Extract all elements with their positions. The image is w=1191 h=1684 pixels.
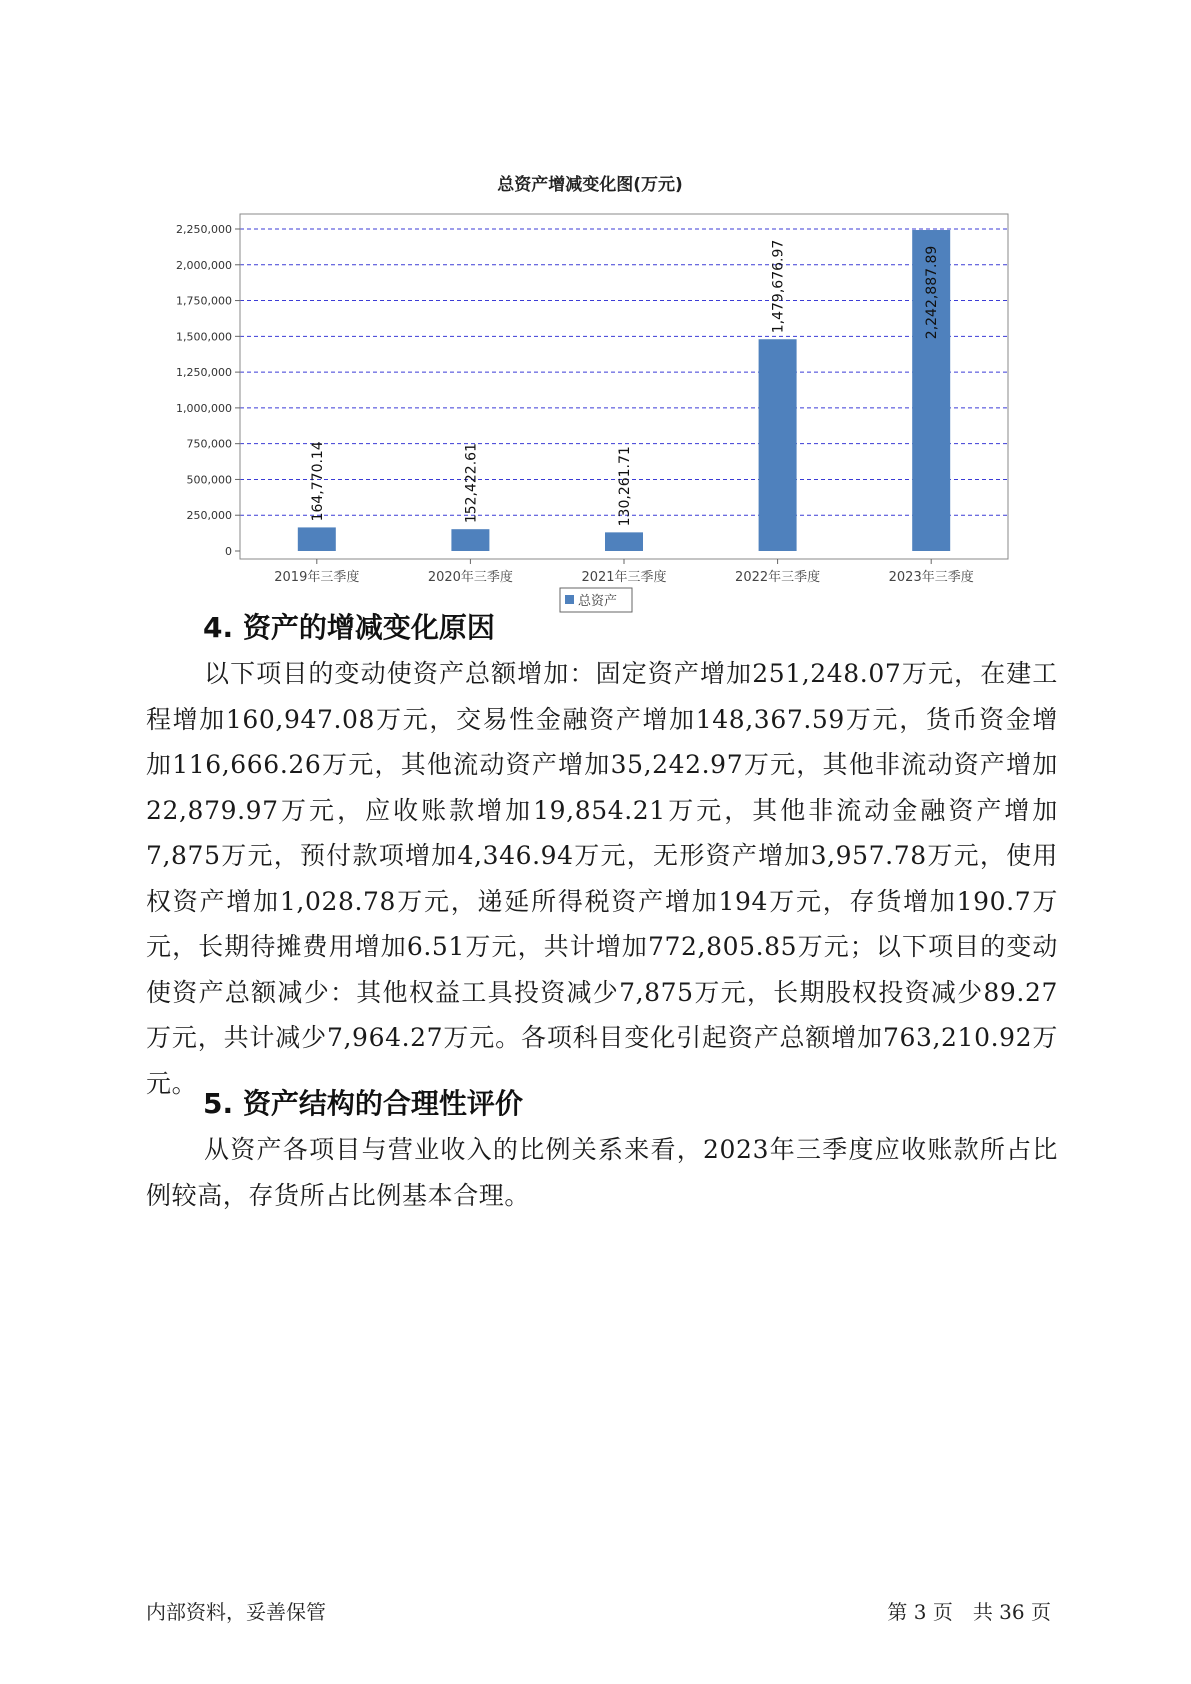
y-tick-label: 1,750,000: [176, 294, 232, 308]
x-tick-label: 2021年三季度: [581, 570, 667, 585]
x-tick-label: 2023年三季度: [888, 570, 974, 585]
y-tick-label: 0: [225, 545, 232, 558]
legend-label: 总资产: [578, 594, 618, 609]
total-assets-bar-chart: [150, 166, 1030, 621]
legend-swatch: [565, 595, 574, 604]
data-label-3: 130,261.71: [617, 446, 633, 527]
bar-4: [759, 339, 797, 551]
y-tick-label: 2,250,000: [176, 223, 232, 236]
footer-page-number: 第 3 页 共 36 页: [887, 1600, 1051, 1624]
y-tick-label: 500,000: [186, 473, 232, 487]
y-axis-tick-labels: [176, 223, 240, 558]
y-tick-label: 2,000,000: [176, 258, 232, 272]
asset-structure-evaluation-paragraph: 从资产各项目与营业收入的比例关系来看，2023年三季度应收账款所占比例较高，存货所占比例基本合理。: [146, 1135, 1058, 1210]
x-tick-label: 2022年三季度: [735, 570, 821, 585]
section-heading-asset-change-reasons: 4. 资产的增减变化原因: [203, 611, 495, 644]
y-tick-label: 750,000: [186, 437, 232, 451]
x-tick-label: 2020年三季度: [427, 570, 513, 585]
chart-data-labels: [310, 240, 940, 527]
bar-1: [298, 527, 336, 551]
y-tick-label: 1,000,000: [176, 401, 232, 415]
data-label-5: 2,242,887.89: [924, 245, 941, 340]
data-label-1: 164,770.14: [309, 441, 326, 522]
y-tick-label: 1,500,000: [176, 330, 232, 344]
y-tick-label: 1,250,000: [176, 366, 232, 380]
data-label-2: 152,422.61: [463, 443, 480, 524]
section-heading-asset-structure-evaluation: 5. 资产结构的合理性评价: [203, 1087, 523, 1120]
x-axis-tick-labels: [274, 559, 973, 585]
y-tick-label: 250,000: [186, 509, 232, 523]
footer-confidential-note: 内部资料，妥善保管: [146, 1600, 326, 1624]
asset-change-reasons-paragraph: 以下项目的变动使资产总额增加：固定资产增加251,248.07万元，在建工程增加160,947.08万元，交易性金融资产增加148,367.59万元，货币资金增加116,666.26万元，其他流动资产增加35,242.97万元，其他非流动资产增加22,879.97万元，应收账款增加19,854.21万元，其他非流动金融资产增加7,875万元，预付款项增加4,346.94万元，无形资产增加3,957.78万元，使用权资产增加1,028.78万元，递延所得税资产增加194万元，存货增加190.7万元，长期待摊费用增加6.51万元，共计增加772,805.85万元；以下项目的变动使资产总额减少：其他权益工具投资减少7,875万元，长期股权投资减少89.27万元，共计减少7,964.27万元。各项科目变化引起资产总额增加763,210.92万元。: [146, 659, 1058, 1098]
chart-legend: [560, 588, 632, 612]
data-label-4: 1,479,676.97: [770, 239, 787, 334]
bar-2: [451, 529, 489, 551]
chart-title: 总资产增减变化图(万元): [497, 175, 683, 195]
bar-3: [605, 532, 643, 551]
x-tick-label: 2019年三季度: [274, 570, 360, 585]
